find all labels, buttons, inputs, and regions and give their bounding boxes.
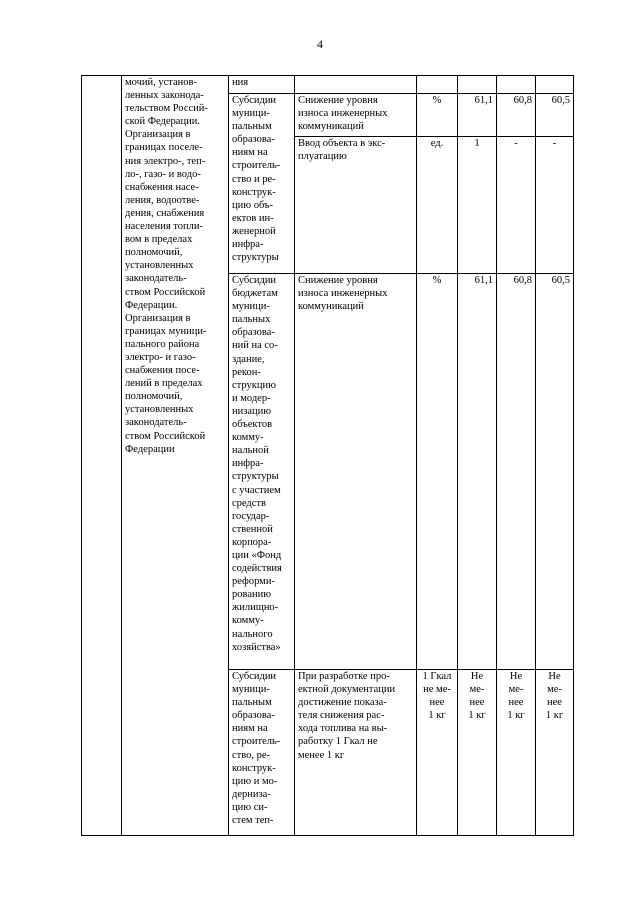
value-cell: 61,1 [458, 274, 497, 670]
value-cell: 60,8 [497, 94, 536, 137]
indicator-cell: Снижение уровня износа инженерных коммуникаций [295, 274, 417, 670]
value-cell [536, 76, 574, 94]
unit-cell: % [417, 94, 458, 137]
value-cell: - [536, 137, 574, 274]
value-cell: Не ме- нее 1 кг [458, 670, 497, 836]
measure-cell: Субсидии бюджетам муници- пальных образова- ний на со- здание, рекон- струкцию и модер- низацию объектов комму- нальной инфра- структуры с участием средств государ- ственной корпора- ции «Фонд содействия реформи- рованию жилищно- комму- нального хозяйства» [229, 274, 295, 670]
indicator-cell [295, 76, 417, 94]
measure-cell: ния [229, 76, 295, 94]
value-cell: 61,1 [458, 94, 497, 137]
empty-first-column [82, 76, 122, 836]
value-cell: 1 [458, 137, 497, 274]
program-description-cell: мочий, установ- ленных законода- тельством Россий- ской Федерации. Организация в границах поселе- ния электро-, теп- ло-, газо- и водо- снабжения насе- ления, водоотве- дения, снабжения населения топли- вом в пределах полномочий, установленных законодатель- ством Российской Федерации. Организация в границах муници- пального района электро- и газо- снабжения посе- лений в пределах полномочий, установленных законодатель- ством Российской Федерации [122, 76, 229, 836]
unit-cell: ед. [417, 137, 458, 274]
subsidy-indicators-table [81, 75, 574, 836]
value-cell: 60,8 [497, 274, 536, 670]
unit-cell [417, 76, 458, 94]
unit-cell: 1 Гкал не ме- нее 1 кг [417, 670, 458, 836]
value-cell [497, 76, 536, 94]
value-cell: - [497, 137, 536, 274]
value-cell [458, 76, 497, 94]
unit-cell: % [417, 274, 458, 670]
value-cell: 60,5 [536, 274, 574, 670]
measure-cell: Субсидии муници- пальным образова- ниям на строитель- ство и ре- конструк- цию объ- ектов ин- женерной инфра- структуры [229, 94, 295, 274]
value-cell: Не ме- нее 1 кг [536, 670, 574, 836]
indicator-cell: Ввод объекта в экс- плуатацию [295, 137, 417, 274]
value-cell: Не ме- нее 1 кг [497, 670, 536, 836]
indicator-cell: При разработке про- ектной документации достижение показа- теля снижения рас- хода топлива на вы- работку 1 Гкал не менее 1 кг [295, 670, 417, 836]
page-number: 4 [317, 37, 323, 51]
table-row [82, 76, 574, 94]
indicator-cell: Снижение уровня износа инженерных коммуникаций [295, 94, 417, 137]
value-cell: 60,5 [536, 94, 574, 137]
measure-cell: Субсидии муници- пальным образова- ниям на строитель- ство, ре- конструк- цию и мо- дерниза- цию си- стем теп- [229, 670, 295, 836]
